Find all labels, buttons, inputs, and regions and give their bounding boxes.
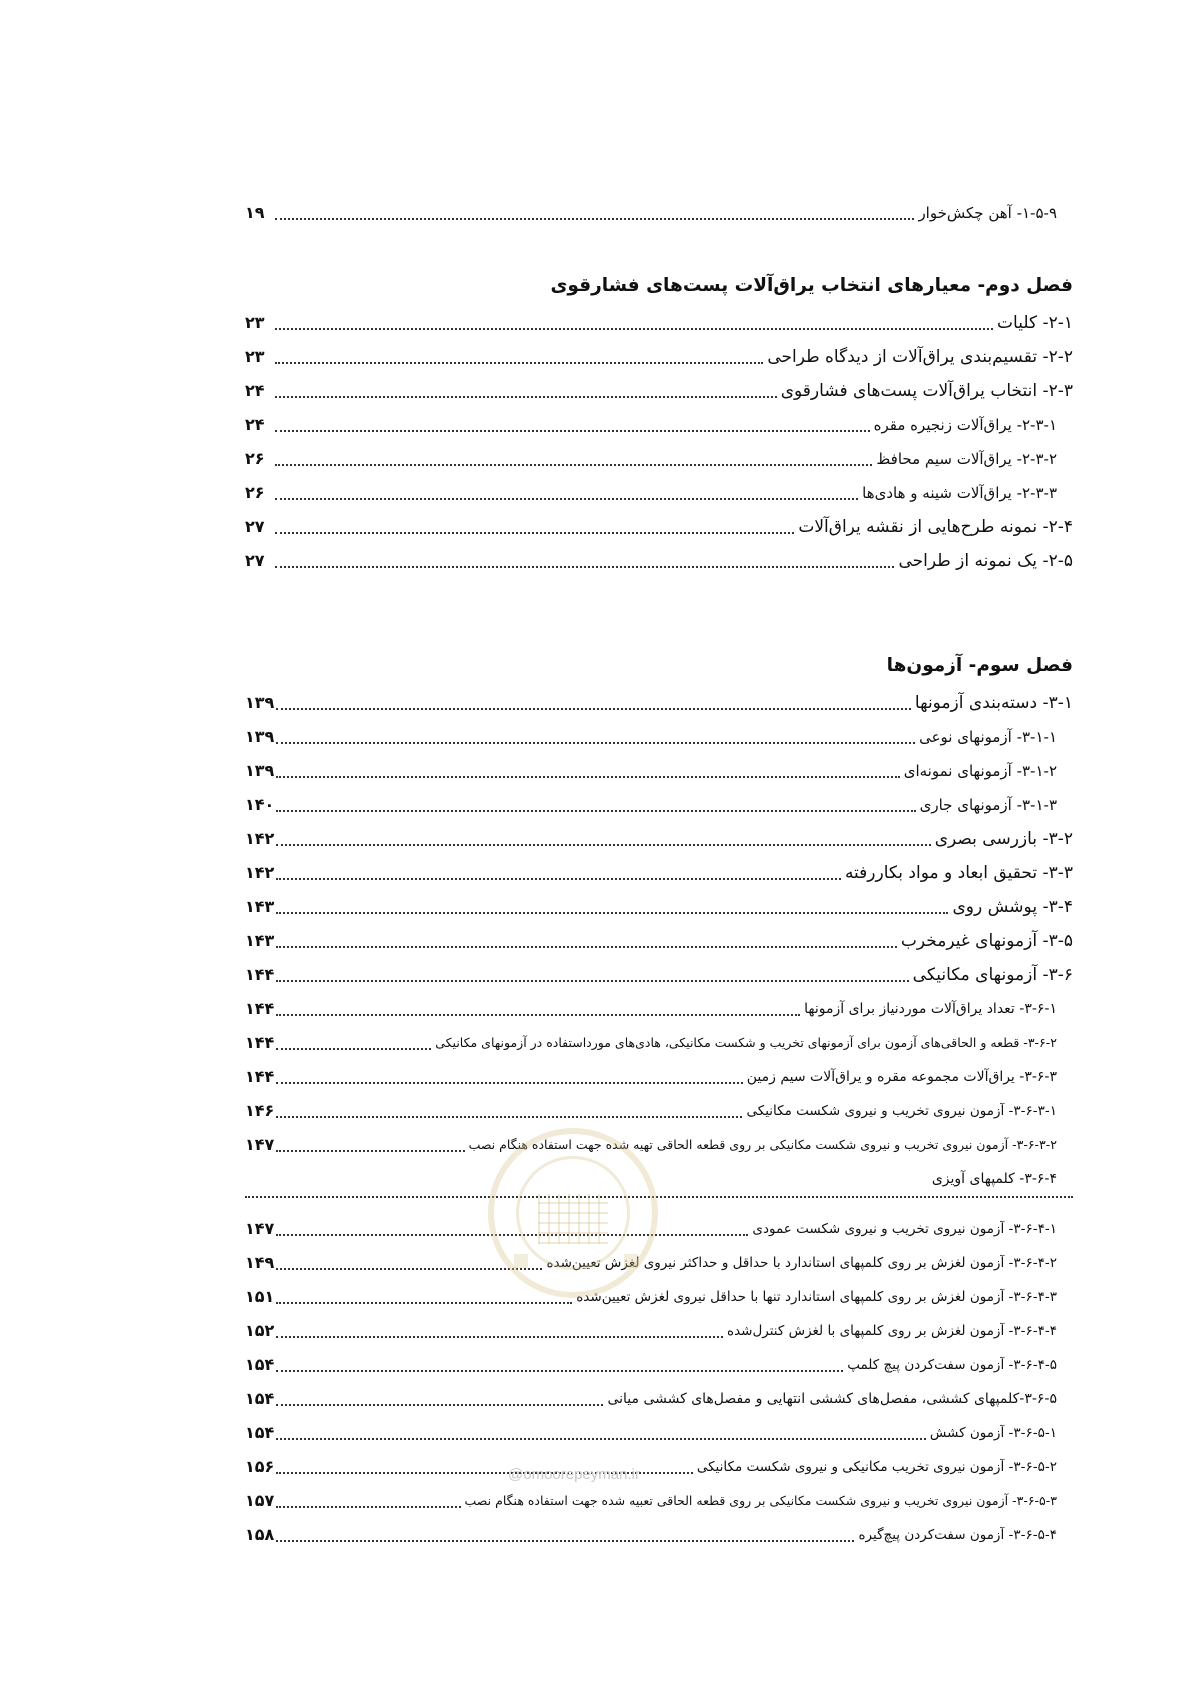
toc-entry-title: ۳-۶-۱- تعداد یراق‌آلات موردنیاز برای آزمونها <box>804 1001 1057 1017</box>
dot-leader <box>276 1082 742 1084</box>
toc-entry[interactable] <box>245 788 1073 822</box>
toc-entry-page: ۱۴۷ <box>245 1219 275 1238</box>
toc-entry-title: ۳-۶-۵-۴- آزمون سفت‌کردن پیچ‌گیره <box>858 1527 1057 1543</box>
toc-entry-title: ۳-۲- بازرسی بصری <box>934 829 1073 849</box>
toc-entry-page: ۱۴۴ <box>245 965 275 984</box>
dot-leader <box>276 878 841 880</box>
dot-leader <box>276 980 908 982</box>
toc-entry[interactable] <box>245 510 1073 544</box>
dot-leader <box>276 1014 800 1016</box>
toc-entry-page: ۲۷ <box>245 551 265 570</box>
toc-entry-page: ۲۶ <box>245 483 265 502</box>
toc-entry[interactable] <box>245 686 1073 720</box>
dot-leader <box>276 1336 723 1338</box>
toc-entry-title: ۳-۶-۵-۲- آزمون نیروی تخریب مکانیکی و نیروی شکست مکانیکی <box>696 1459 1057 1475</box>
dot-leader <box>275 498 858 500</box>
dot-leader <box>276 708 911 710</box>
toc-entry-page: ۱۴۰ <box>245 795 275 814</box>
toc-entry-title: ۲-۲- تقسیم‌بندی یراق‌آلات از دیدگاه طراحی <box>767 347 1073 367</box>
toc-entry-page: ۱۳۹ <box>245 727 275 746</box>
dot-leader <box>275 430 870 432</box>
dot-leader <box>276 912 948 914</box>
toc-entry-title: ۲-۳-۱- یراق‌آلات زنجیره مقره <box>873 416 1057 434</box>
toc-entry-page: ۱۴۲ <box>245 829 275 848</box>
toc-entry[interactable] <box>245 992 1073 1026</box>
toc-entry[interactable] <box>245 822 1073 856</box>
toc-entry-page: ۱۴۳ <box>245 931 275 950</box>
toc-entry-page: ۱۵۷ <box>245 1491 275 1510</box>
toc-entry-page: ۱۴۲ <box>245 863 275 882</box>
toc-entry[interactable] <box>245 1450 1073 1484</box>
toc-entry[interactable] <box>245 958 1073 992</box>
toc-entry-title: ۳-۶-۴-۵- آزمون سفت‌کردن پیچ کلمپ <box>847 1357 1057 1373</box>
toc-entry-title: ۳-۶-۴- کلمپهای آویزی <box>931 1171 1057 1187</box>
toc-entry[interactable] <box>245 1280 1073 1314</box>
toc-entry[interactable] <box>245 1060 1073 1094</box>
dot-leader <box>276 810 915 812</box>
toc-entry[interactable] <box>245 754 1073 788</box>
toc-entry-title: ۳-۶-۴-۱- آزمون نیروی تخریب و نیروی شکست عمودی <box>752 1221 1057 1237</box>
toc-entry-page: ۱۵۴ <box>245 1355 275 1374</box>
toc-entry[interactable] <box>245 720 1073 754</box>
toc-entry-page: ۱۵۸ <box>245 1525 275 1544</box>
toc-entry-title: ۳-۶-۵-کلمپهای کششی، مفصل‌های کششی انتهایی و مفصل‌های کششی میانی <box>607 1391 1057 1407</box>
toc-entry[interactable] <box>245 1314 1073 1348</box>
toc-entry[interactable] <box>245 306 1073 340</box>
toc-entry-title: ۲-۳-۳- یراق‌آلات شینه و هادی‌ها <box>862 484 1057 502</box>
toc-entry-title: ۳-۴- پوشش روی <box>952 897 1073 917</box>
toc-entry[interactable] <box>245 1416 1073 1450</box>
toc-entry[interactable] <box>245 1094 1073 1128</box>
toc-entry-title: ۳-۱- دسته‌بندی آزمونها <box>914 693 1073 713</box>
toc-entry-page: ۲۴ <box>245 415 265 434</box>
toc-entry[interactable] <box>245 196 1073 230</box>
toc-entry-title: ۱-۵-۹- آهن چکش‌خوار <box>918 204 1057 222</box>
dot-leader <box>276 1116 742 1118</box>
toc-entry-page: ۲۶ <box>245 449 265 468</box>
toc-entry-title: ۳-۱-۳- آزمونهای جاری <box>919 796 1057 814</box>
toc-entry-page: ۱۵۱ <box>245 1287 275 1306</box>
toc-entry-title: ۳-۶-۳- یراق‌آلات مجموعه مقره و یراق‌آلات سیم زمین <box>746 1069 1057 1085</box>
toc-entry-page: ۱۳۹ <box>245 761 275 780</box>
toc-entry[interactable] <box>245 1382 1073 1416</box>
toc-entry-page: ۱۹ <box>245 203 265 222</box>
dot-leader <box>275 328 993 330</box>
toc-entry[interactable] <box>245 442 1073 476</box>
toc-entry-page: ۱۴۳ <box>245 897 275 916</box>
toc-entry-page: ۱۵۲ <box>245 1321 275 1340</box>
toc-entry[interactable] <box>245 924 1073 958</box>
toc-entry-title: ۳-۵- آزمونهای غیرمخرب <box>900 931 1073 951</box>
watermark-url: @omoorepeyman.ir <box>508 1466 640 1483</box>
toc-entry-title: ۳-۶-۳-۱- آزمون نیروی تخریب و نیروی شکست مکانیکی <box>746 1103 1057 1119</box>
toc-entry[interactable] <box>245 1348 1073 1382</box>
toc-entry[interactable] <box>245 476 1073 510</box>
toc-entry[interactable] <box>245 1212 1073 1246</box>
toc-entry[interactable] <box>245 1026 1073 1060</box>
toc-entry[interactable] <box>245 1518 1073 1552</box>
toc-entry-title: ۲-۵- یک نمونه از طراحی <box>898 551 1073 571</box>
dot-leader <box>276 742 915 744</box>
dot-leader <box>276 1540 854 1542</box>
chapter-title: فصل سوم- آزمون‌ها <box>886 655 1073 676</box>
dot-leader <box>275 464 872 466</box>
dot-leader <box>276 1302 572 1304</box>
dot-leader <box>276 844 930 846</box>
toc-entry-page: ۱۳۹ <box>245 693 275 712</box>
dot-leader <box>275 218 914 220</box>
dot-leader <box>276 1404 603 1406</box>
toc-entry-page: ۲۳ <box>245 347 265 366</box>
toc-entry-page: ۲۷ <box>245 517 265 536</box>
toc-entry-title: ۳-۶-۴-۳- آزمون لغزش بر روی کلمپهای استاندارد تنها با حداقل نیروی لغزش تعیین‌شده <box>576 1289 1057 1305</box>
toc-entry-page: ۱۵۴ <box>245 1423 275 1442</box>
dot-leader <box>276 1506 460 1508</box>
toc-entry[interactable] <box>245 1484 1073 1518</box>
toc-entry[interactable] <box>245 1162 1073 1196</box>
toc-entry-title: ۳-۶- آزمونهای مکانیکی <box>912 965 1073 985</box>
toc-entry-title: ۳-۶-۵-۳- آزمون نیروی تخریب و نیروی شکست مکانیکی بر روی قطعه الحاقی تعبیه شده جهت استفاده هنگام نصب <box>464 1493 1057 1508</box>
toc-entry-title: ۲-۱- کلیات <box>997 313 1073 333</box>
dot-leader <box>276 1438 926 1440</box>
toc-entry-title: ۳-۱-۲- آزمونهای نمونه‌ای <box>903 762 1057 780</box>
dot-leader <box>276 1268 542 1270</box>
dot-leader <box>276 1150 464 1152</box>
dot-leader <box>276 946 897 948</box>
dot-leader <box>275 566 894 568</box>
dot-leader <box>275 396 777 398</box>
toc-entry[interactable] <box>245 374 1073 408</box>
toc-entry[interactable] <box>245 856 1073 890</box>
toc-entry-title: ۳-۶-۵-۱- آزمون کشش <box>929 1425 1057 1441</box>
dot-leader <box>275 362 763 364</box>
dot-leader <box>276 776 899 778</box>
toc-entry[interactable] <box>245 890 1073 924</box>
toc-section-1 <box>245 196 1073 230</box>
toc-entry[interactable] <box>245 340 1073 374</box>
dot-leader <box>276 1370 843 1372</box>
toc-entry-page: ۱۴۴ <box>245 1033 275 1052</box>
toc-entry-page: ۱۵۶ <box>245 1457 275 1476</box>
toc-entry-page: ۲۴ <box>245 381 265 400</box>
toc-entry-page: ۱۴۹ <box>245 1253 275 1272</box>
toc-entry-page: ۱۴۴ <box>245 999 275 1018</box>
dot-leader <box>276 1048 431 1050</box>
toc-entry-page: ۲۳ <box>245 313 265 332</box>
toc-entry[interactable] <box>245 1128 1073 1162</box>
toc-entry-title: ۲-۳- انتخاب یراق‌آلات پست‌های فشارقوی <box>780 381 1073 401</box>
toc-entry-page: ۱۴۷ <box>245 1135 275 1154</box>
toc-entry-title: ۳-۶-۴-۴- آزمون لغزش بر روی کلمپهای با لغزش کنترل‌شده <box>727 1323 1057 1339</box>
toc-entry-title: ۳-۶-۴-۲- آزمون لغزش بر روی کلمپهای استاندارد با حداقل و حداکثر نیروی لغزش تعیین‌شده <box>546 1255 1057 1271</box>
toc-chapter-3 <box>245 646 1073 1552</box>
toc-entry-title: ۳-۶-۳-۲- آزمون نیروی تخریب و نیروی شکست مکانیکی بر روی قطعه الحاقی تهیه شده جهت استفاده هنگام نصب <box>468 1137 1057 1152</box>
toc-entry[interactable] <box>245 408 1073 442</box>
toc-entry-title: ۲-۴- نمونه طرح‌هایی از نقشه یراق‌آلات <box>798 517 1073 537</box>
toc-chapter-2 <box>245 266 1073 578</box>
toc-entry[interactable] <box>245 1246 1073 1280</box>
toc-entry-title: ۳-۳- تحقیق ابعاد و مواد بکاررفته <box>844 863 1073 883</box>
toc-entry-page: ۱۴۴ <box>245 1067 275 1086</box>
toc-entry-title: ۲-۳-۲- یراق‌آلات سیم محافظ <box>876 450 1057 468</box>
toc-entry[interactable] <box>245 544 1073 578</box>
dot-leader <box>275 532 794 534</box>
toc-entry-page: ۱۴۶ <box>245 1101 275 1120</box>
toc-entry-title: ۳-۶-۲- قطعه و الحاقی‌های آزمون برای آزمونهای تخریب و شکست مکانیکی، هادی‌های مورداستفاده در آزمونهای مکانیکی <box>435 1035 1057 1050</box>
toc-entry-page: ۱۵۴ <box>245 1389 275 1408</box>
chapter-title: فصل دوم- معیارهای انتخاب یراق‌آلات پست‌های فشارقوی <box>550 275 1073 296</box>
toc-entry-title: ۳-۱-۱- آزمونهای نوعی <box>919 728 1057 746</box>
dot-leader <box>276 1234 748 1236</box>
